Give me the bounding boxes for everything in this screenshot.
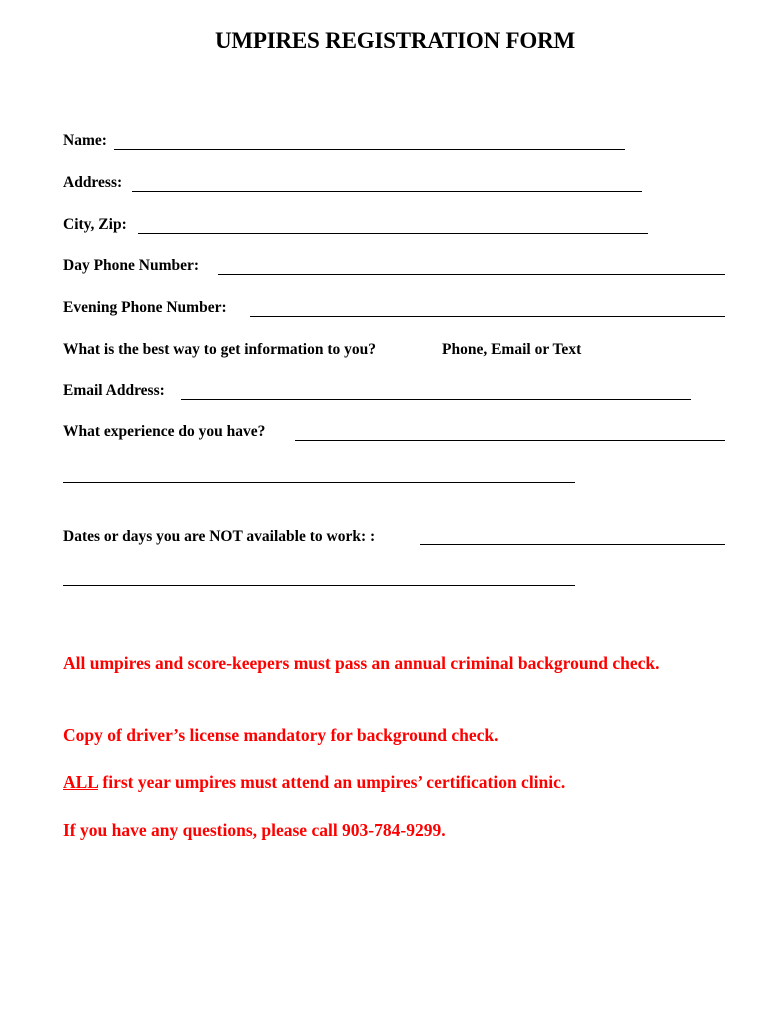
- name-field-line[interactable]: [114, 149, 625, 150]
- best-way-options: Phone, Email or Text: [442, 341, 582, 358]
- city-zip-label: City, Zip:: [63, 216, 127, 233]
- address-field-line[interactable]: [132, 191, 642, 192]
- questions-notice: If you have any questions, please call 903-784-9299.: [63, 820, 446, 840]
- day-phone-label: Day Phone Number:: [63, 257, 200, 274]
- not-available-label: Dates or days you are NOT available to work: :: [63, 528, 376, 545]
- form-title: UMPIRES REGISTRATION FORM: [214, 28, 576, 53]
- name-label: Name:: [63, 132, 107, 149]
- city-zip-field-line[interactable]: [138, 233, 648, 234]
- clinic-notice-emphasis: ALL: [63, 772, 99, 792]
- not-available-extra-line[interactable]: [63, 585, 575, 586]
- experience-extra-line[interactable]: [63, 482, 575, 483]
- evening-phone-field-line[interactable]: [250, 316, 725, 317]
- experience-label: What experience do you have?: [63, 423, 266, 440]
- day-phone-field-line[interactable]: [218, 274, 725, 275]
- email-label: Email Address:: [63, 382, 165, 399]
- experience-field-line[interactable]: [295, 440, 725, 441]
- best-way-question: What is the best way to get information to you?: [63, 341, 376, 358]
- license-copy-notice: Copy of driver’s license mandatory for background check.: [63, 725, 499, 745]
- email-field-line[interactable]: [181, 399, 691, 400]
- address-label: Address:: [63, 174, 123, 191]
- background-check-notice: All umpires and score-keepers must pass an annual criminal background check.: [63, 653, 660, 673]
- clinic-notice-text: first year umpires must attend an umpires’ certification clinic.: [98, 772, 566, 792]
- evening-phone-label: Evening Phone Number:: [63, 299, 227, 316]
- not-available-field-line[interactable]: [420, 544, 725, 545]
- clinic-notice: [63, 770, 713, 795]
